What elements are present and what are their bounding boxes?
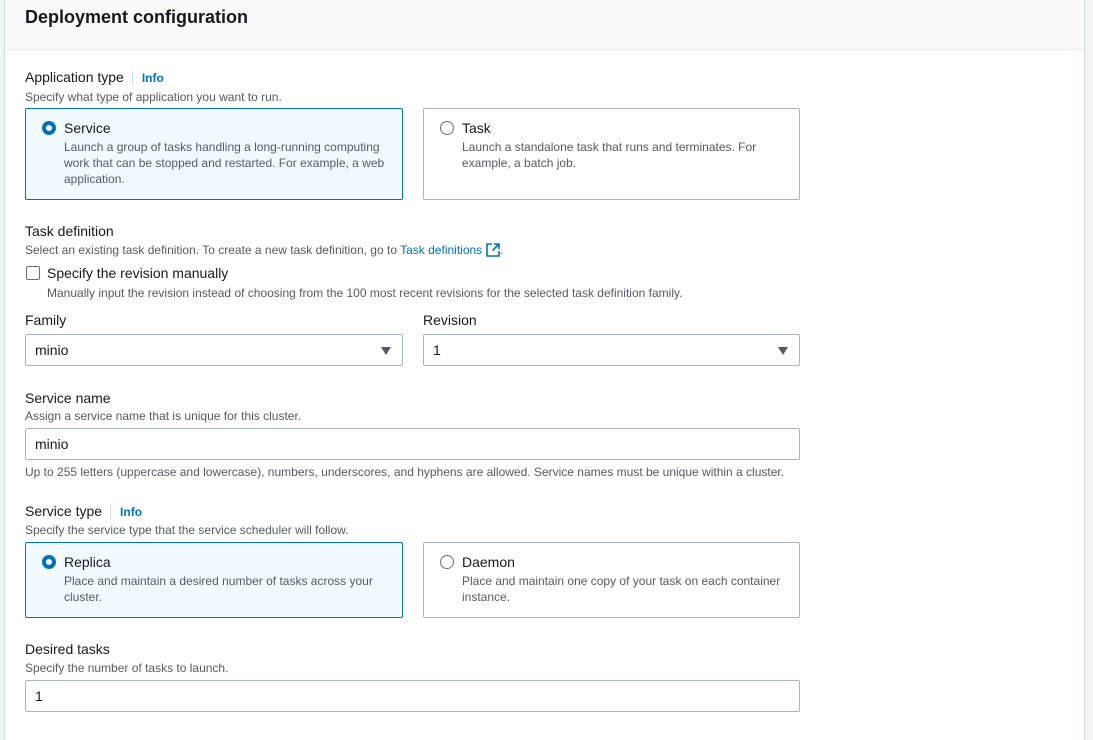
daemon-radio[interactable] xyxy=(440,555,454,569)
service-type-label-text: Service type xyxy=(25,503,103,519)
service-type-info-link[interactable]: Info xyxy=(110,505,142,519)
panel-title: Deployment configuration xyxy=(25,7,249,27)
caret-down-icon xyxy=(381,347,391,355)
tile-description: Launch a standalone task that runs and terminates. For example, a batch job. xyxy=(462,140,757,170)
external-link-icon[interactable] xyxy=(486,243,500,257)
application-type-option-service[interactable] xyxy=(25,108,403,200)
task-definition-label: Task definition xyxy=(25,223,114,239)
task-radio[interactable] xyxy=(440,121,454,135)
revision-select[interactable] xyxy=(423,334,800,366)
application-type-option-task[interactable] xyxy=(423,108,800,200)
service-name-label: Service name xyxy=(25,390,111,406)
revision-label: Revision xyxy=(423,312,477,328)
tile-description: Place and maintain a desired number of tasks across your cluster. xyxy=(64,574,373,604)
service-radio[interactable] xyxy=(42,121,56,135)
service-type-label xyxy=(25,502,142,520)
application-type-label-text: Application type xyxy=(25,69,124,85)
caret-down-icon xyxy=(778,347,788,355)
service-type-option-daemon[interactable] xyxy=(423,542,800,618)
specify-revision-description: Manually input the revision instead of choosing from the 100 most recent revisions for the selected task definition family. xyxy=(47,286,683,300)
task-definition-description-text: Select an existing task definition. To create a new task definition, go to xyxy=(25,243,401,257)
task-definitions-link[interactable]: Task definitions xyxy=(400,243,483,257)
service-type-option-replica[interactable] xyxy=(25,542,403,618)
service-type-description: Specify the service type that the service scheduler will follow. xyxy=(25,523,349,537)
task-definition-description-suffix: . xyxy=(500,243,504,257)
service-name-input[interactable]: minio xyxy=(25,428,800,460)
desired-tasks-label: Desired tasks xyxy=(25,641,110,657)
specify-revision-checkbox[interactable] xyxy=(26,266,40,280)
family-select[interactable] xyxy=(25,334,403,366)
family-label: Family xyxy=(25,312,67,328)
service-name-description: Assign a service name that is unique for this cluster. xyxy=(25,409,302,423)
application-type-info-link[interactable]: Info xyxy=(132,71,164,85)
tile-title: Replica xyxy=(64,554,111,570)
tile-title: Daemon xyxy=(462,554,515,570)
application-type-label xyxy=(25,68,164,86)
replica-radio[interactable] xyxy=(42,555,56,569)
family-select-value: minio xyxy=(35,342,69,358)
task-definition-description xyxy=(25,243,504,257)
specify-revision-label[interactable]: Specify the revision manually xyxy=(47,265,229,281)
tile-title: Task xyxy=(462,120,491,136)
desired-tasks-input[interactable]: 1 xyxy=(25,680,800,712)
revision-select-value: 1 xyxy=(433,342,441,358)
deployment-configuration-panel xyxy=(4,0,1085,740)
tile-description: Place and maintain one copy of your task on each container instance. xyxy=(462,574,781,604)
application-type-description: Specify what type of application you want to run. xyxy=(25,90,282,104)
panel-header xyxy=(5,0,1084,50)
desired-tasks-description: Specify the number of tasks to launch. xyxy=(25,661,229,675)
tile-description: Launch a group of tasks handling a long-running computing work that can be stopped and restarted. For example, a web application. xyxy=(64,140,385,186)
service-name-constraint: Up to 255 letters (uppercase and lowercase), numbers, underscores, and hyphens are allowed. Service names must be unique within a cluster. xyxy=(25,465,785,479)
tile-title: Service xyxy=(64,120,111,136)
